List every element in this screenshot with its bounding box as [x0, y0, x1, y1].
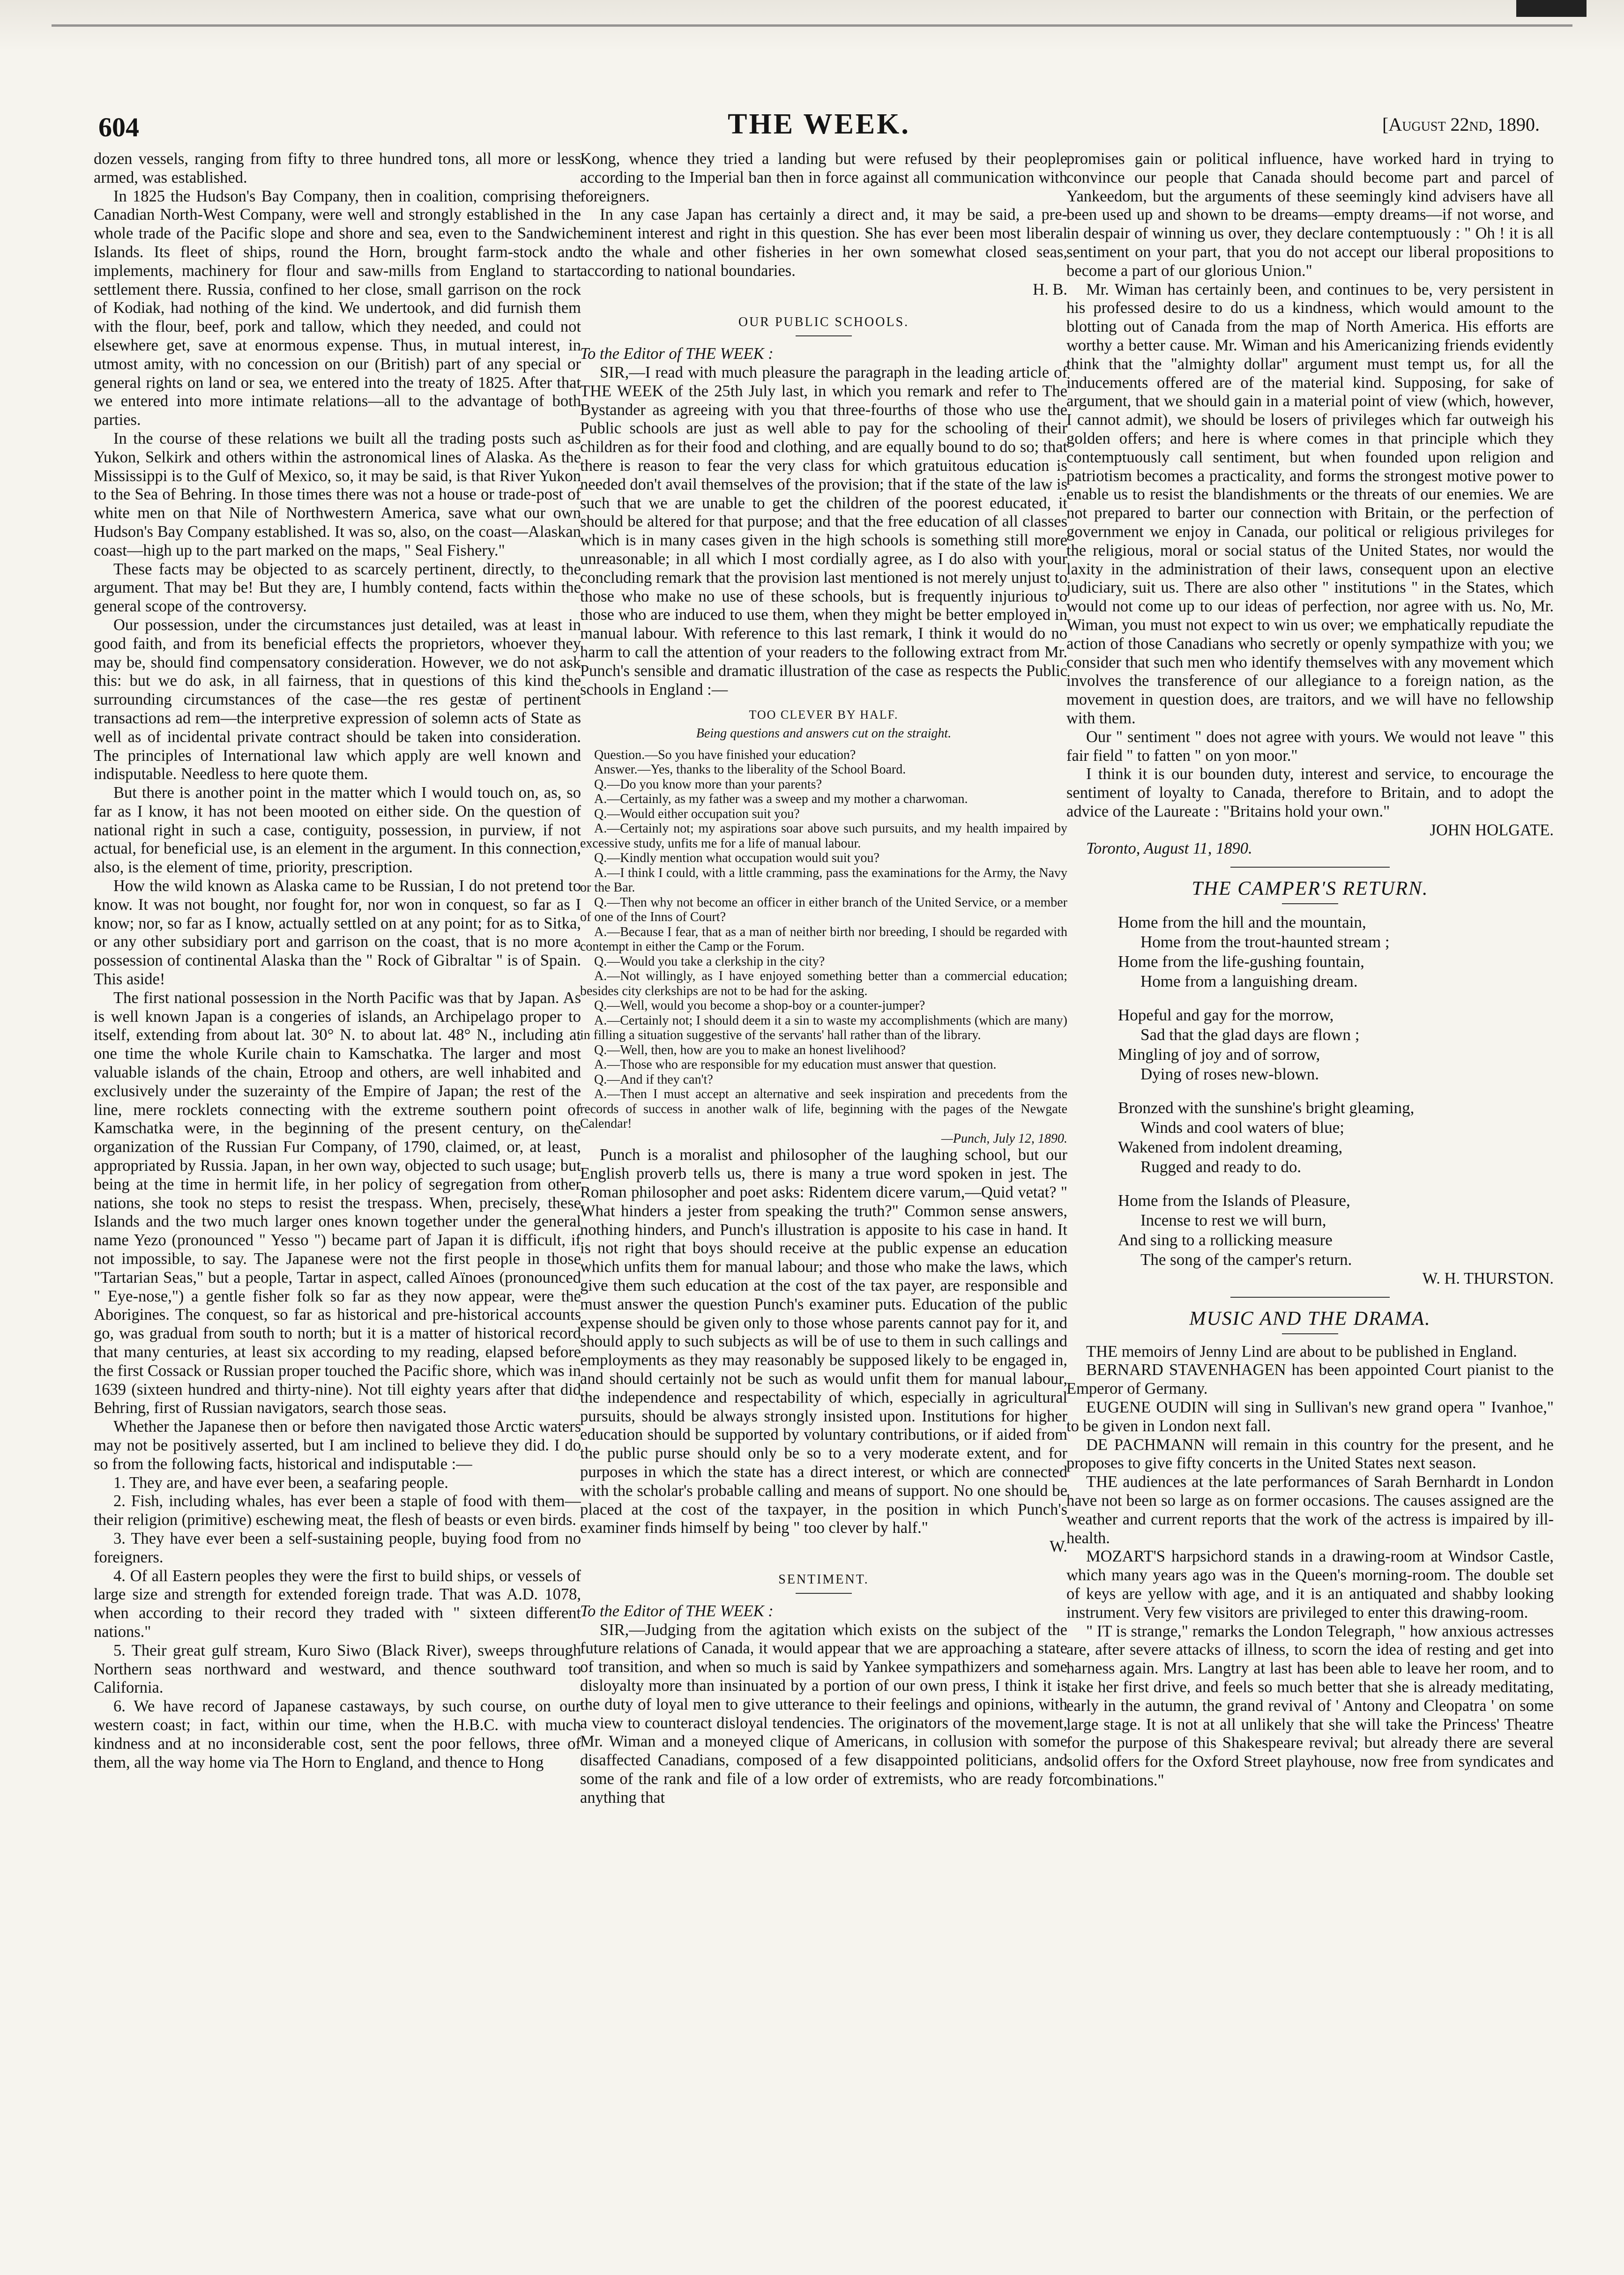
dialogue-line: Q.—Would you take a clerkship in the city? [594, 954, 825, 969]
dialogue-line: Q.—Well, then, how are you to make an honest livelihood? [594, 1042, 906, 1057]
paragraph: In 1825 the Hudson's Bay Company, then in coalition, comprising the Canadian North-West Company, were well and strongly established in the whole trade of the Pacific slope and shore and sea, even to the Sandwich Islands. Its fleet of ships, round the Horn, brought farm-stock and implements, machinery for flour and saw-mills from England to start settlement there. Russia, confined to her close, small garrison on the rock of Kodiak, had nothing of the kind. We undertook, and did furnish them with the flour, beef, pork and tallow, which they needed, and could not elsewhere get, save at enormous expense. Thus, in mutual interest, in utmost amity, with no concession on our (British) part of any special or general rights on land or sea, we entered into the treaty of 1825. After that we entered into more intimate relations—all to the advantage of both parties. [94, 187, 581, 429]
paragraph: Kong, whence they tried a landing but were refused by their people according to the Imperial ban then in force against all communication with foreigners. [580, 150, 1067, 205]
extract-citation: —Punch, July 12, 1890. [941, 1131, 1067, 1146]
dialogue-line: Q.—Would either occupation suit you? [594, 806, 800, 821]
dialogue-line: Q.—Do you know more than your parents? [594, 777, 822, 792]
list-item: 4. Of all Eastern peoples they were the first to build ships, or vessels of large size and strength for extended foreign trade. That was A.D. 1078, when according to their record they traded with " sixteen different nations." [94, 1567, 581, 1641]
salutation: To the Editor of THE WEEK : [580, 345, 774, 363]
signature: W. H. THURSTON. [1422, 1270, 1554, 1288]
paragraph: dozen vessels, ranging from fifty to three hundred tons, all more or less armed, was established. [94, 150, 581, 186]
masthead: THE WEEK. [728, 108, 910, 140]
scan-corner-mark [1516, 0, 1587, 17]
dialogue-line: A.—Because I fear, that as a man of neither birth nor breeding, I should be regarded with contempt in either the Camp or the Forum. [580, 924, 1067, 954]
paragraph: In any case Japan has certainly a direct and, it may be said, a pre-eminent interest and right in this question. She has ever been most liberal to the whale and other fisheries in her own somewhat closed seas, according to national boundaries. [580, 206, 1067, 280]
dialogue-line: Q.—Well, would you become a shop-boy or a counter-jumper? [594, 998, 925, 1013]
salutation: To the Editor of THE WEEK : [580, 1602, 774, 1620]
signature: H. B. [1033, 280, 1067, 298]
extract-subtitle: Being questions and answers cut on the straight. [696, 726, 952, 741]
poem [1118, 913, 1554, 1270]
paragraph: I think it is our bounden duty, interest and service, to encourage the sentiment of loyalty to Canada, therefore to Britain, and to adopt the advice of the Laureate : "Britains hold your own." [1066, 765, 1554, 820]
extract-dialogue [580, 748, 1067, 1146]
signature: W. [1049, 1538, 1067, 1556]
paragraph: Our possession, under the circumstances just detailed, was at least in good faith, and from its beneficial effects the proprietors, whoever they may be, should find compensatory consideration. However, we do not ask this: but we do ask, in all fairness, that in questions of this kind the surrounding circumstances of the case—the res gestæ of pertinent transactions ad rem—the interpretive expression of solemn acts of State as well as of incidental private contract should be taken into consideration. The principles of International law which apply are well known and indisputable. Needless to here quote them. [94, 616, 581, 783]
paragraph: SIR,—I read with much pleasure the paragraph in the leading article of THE WEEK of the 25th July last, in which you remark and refer to The Bystander as agreeing with you that three-fourths of those who use the Public schools are just as well able to pay for the schooling of their children as for their food and clothing, and are equally bound to do so; that there is reason to fear the very class for which gratuitous education is needed don't avail themselves of the provision; that if the state of the law is such that we are unable to get the children of the poorest educated, it should be altered for that purpose; and that the free education of all classes which is in many cases given in the high schools is something still more unreasonable; in all which I most cordially agree, as I do also with your concluding remark that the provision last mentioned is not merely unjust to those who make no use of these schools, but is frequently injurious to those who are induced to use them, when they might be better employed in manual labour. With reference to this last remark, I think it would do no harm to call the attention of your readers to the following extract from Mr. Punch's sensible and dramatic illustration of the case as respects the Public schools in England :— [580, 363, 1067, 699]
paragraph: SIR,—Judging from the agitation which exists on the subject of the future relations of Canada, it would appear that we are approaching a state of transition, and when so much is said by Yankee sympathizers and some disloyalty more than insinuated by a portion of our own press, I think it is the duty of loyal men to give utterance to their feelings and opinions, with a view to counteract disloyal tendencies. The originators of the movement, Mr. Wiman and a moneyed clique of Americans, in collusion with some disaffected Canadians, composed of a few disappointed politicians, and some of the rank and file of a low order of extremists, who are ready for anything that [580, 1621, 1067, 1807]
poem-line: Dying of roses new-blown. [1140, 1065, 1319, 1084]
extract-title: TOO CLEVER BY HALF. [749, 708, 899, 722]
list-item: 1. They are, and have ever been, a seafaring people. [113, 1473, 448, 1492]
news-item: BERNARD STAVENHAGEN has been appointed Court pianist to the Emperor of Germany. [1066, 1361, 1554, 1398]
divider [1282, 1333, 1338, 1334]
news-item: DE PACHMANN will remain in this country for the present, and he proposes to give fifty concerts in the United States next season. [1066, 1435, 1554, 1472]
poem-line: Home from the life-gushing fountain, [1118, 952, 1364, 971]
dialogue-line: A.—Not willingly, as I have enjoyed something better than a commercial education; besides city clerkships are not to be had for the asking. [580, 969, 1067, 998]
paragraph: But there is another point in the matter which I would touch on, as, so far as I know, it has not been mooted on either side. On the question of national right in such a case, contiguity, possession, in purview, if not actual, for beneficial use, is an element in the argument. In this connection, also, is the element of time, priority, prescription. [94, 784, 581, 877]
dialogue-line: Q.—Kindly mention what occupation would suit you? [594, 851, 879, 866]
poem-line: Bronzed with the sunshine's bright gleaming, [1118, 1099, 1415, 1117]
issue-date: [August 22nd, 1890. [1382, 114, 1540, 135]
dialogue-line: A.—Then I must accept an alternative and seek inspiration and precedents from the records of success in another walk of life, beginning with the pages of the Newgate Calendar! [580, 1087, 1067, 1131]
poem-line: Sad that the glad days are flown ; [1140, 1026, 1360, 1044]
signature: JOHN HOLGATE. [1430, 821, 1554, 839]
paragraph: How the wild known as Alaska came to be Russian, I do not pretend to know. It was not bought, nor fought for, nor won in conquest, so far as I know; nor, so far as I know, actually settled on at any point; for as to Sitka, or any other subsidiary port and garrison on the coast, that is no more a possession of continental Alaska than the " Rock of Gibraltar " is of Spain. This aside! [94, 877, 581, 989]
scan-top-edge [0, 0, 1624, 52]
dialogue-line: A.—I think I could, with a little cramming, pass the examinations for the Army, the Navy or the Bar. [580, 865, 1067, 895]
section-heading-music-drama: MUSIC AND THE DRAMA. [1189, 1308, 1431, 1330]
news-item: MOZART'S harpsichord stands in a drawing-room at Windsor Castle, which many years ago was in the Queen's morning-room. The double set of keys are yellow with age, and it is an antiquated and shabby looking instrument. Very few visitors are privileged to enter this drawing-room. [1066, 1547, 1554, 1621]
paragraph: Whether the Japanese then or before then navigated those Arctic waters may not be positively asserted, but I am inclined to believe they did. I do so from the following facts, historical and indisputable :— [94, 1418, 581, 1473]
section-heading-public-schools: OUR PUBLIC SCHOOLS. [738, 315, 909, 330]
news-item: EUGENE OUDIN will sing in Sullivan's new grand opera " Ivanhoe," to be given in London next fall. [1066, 1398, 1554, 1435]
divider [1230, 1297, 1390, 1298]
dialogue-line: A.—Certainly, as my father was a sweep and my mother a charwoman. [594, 792, 968, 807]
news-item: " IT is strange," remarks the London Telegraph, " how anxious actresses are, after severe attacks of illness, to scorn the idea of resting and get into harness again. Mrs. Langtry at last has been able to leave her room, and to take her first drive, and feels so much better that she is already meditating, early in the autumn, the grand revival of ' Antony and Cleopatra ' on some large stage. It is not at all unlikely that she will take the Princess' Theatre for the purpose of this Shakespeare revival; but already there are several solid offers for the Oxford Street playhouse, now free from syndicates and combinations." [1066, 1622, 1554, 1789]
column-1 [94, 150, 581, 2249]
paragraph: Our " sentiment " does not agree with yours. We would not leave " this fair field " to fatten " on yon moor." [1066, 728, 1554, 765]
divider [796, 1593, 852, 1594]
section-heading-sentiment: SENTIMENT. [778, 1572, 869, 1587]
list-item: 6. We have record of Japanese castaways, by such course, on our western coast; in fact, within our time, when the H.B.C. with much kindness and at no inconsiderable cost, sent the poor fellows, three of them, all the way home via The Horn to England, and thence to Hong [94, 1697, 581, 1771]
page-number: 604 [98, 112, 139, 142]
news-item: THE audiences at the late performances of Sarah Bernhardt in London have not been so large as on former occasions. The causes assigned are the weather and current reports that the work of the actress is impaired by ill-health. [1066, 1473, 1554, 1547]
list-item: 3. They have ever been a self-sustaining people, buying food from no foreigners. [94, 1529, 581, 1566]
poem-line: Home from a languishing dream. [1140, 972, 1358, 991]
poem-line: Home from the Islands of Pleasure, [1118, 1191, 1350, 1210]
dialogue-line: Question.—So you have finished your education? [594, 747, 856, 762]
divider [1230, 867, 1390, 868]
news-item: THE memoirs of Jenny Lind are about to be published in England. [1086, 1342, 1517, 1361]
list-item: 5. Their great gulf stream, Kuro Siwo (Black River), sweeps through Northern seas northward and westward, and thence southward to California. [94, 1641, 581, 1697]
scan-top-rule [52, 24, 1572, 27]
poem-line: Mingling of joy and of sorrow, [1118, 1045, 1320, 1064]
paragraph: Punch is a moralist and philosopher of the laughing school, but our English proverb tells us, there is many a true word spoken in jest. The Roman philosopher and poet asks: Ridentem dicere varum,—Quid vetat? " What hinders a jester from speaking the truth?" Common sense answers, nothing hinders, and Punch's illustration is apposite to his case in hand. It is not right that boys should receive at the public expense an education which unfits them for manual labour; and those who make the laws, which give them such education at the cost of the tax payer, are responsible and must answer the question Punch's examiner puts. Education of the public expense should be given only to those whose parents cannot pay for it, and should apply to such subjects as will be of use to them in such callings and employments as they may reasonably be supposed likely to be engaged in, and should certainly not be such as would unfit them for manual labour, the independence and respectability of which, especially in agricultural pursuits, should be always strongly insisted upon. Institutions for higher education should be supported by voluntary contributions, or if aided from the public purse should only be so to a very moderate extent, and for purposes in which the state has a direct interest, or which are connected with the scholar's probable calling and means of support. No one should be placed at the cost of the taxpayer, in the position in which Punch's examiner finds himself by being " too clever by half." [580, 1146, 1067, 1537]
poem-line: Wakened from indolent dreaming, [1118, 1138, 1343, 1157]
poem-line: And sing to a rollicking measure [1118, 1231, 1333, 1249]
poem-line: Rugged and ready to do. [1140, 1158, 1302, 1176]
dialogue-line: Q.—And if they can't? [594, 1072, 713, 1087]
poem-title: THE CAMPER'S RETURN. [1192, 878, 1429, 900]
page-header [98, 108, 1540, 150]
dialogue-line: Answer.—Yes, thanks to the liberality of the School Board. [594, 762, 906, 777]
poem-line: Home from the trout-haunted stream ; [1140, 933, 1390, 952]
list-item: 2. Fish, including whales, has ever been a staple of food with them—their religion (primitive) eschewing meat, the flesh of beasts or even birds. [94, 1492, 581, 1529]
dialogue-line: A.—Certainly not; my aspirations soar above such pursuits, and my health impaired by excessive study, unfits me for a life of manual labour. [580, 821, 1067, 851]
dialogue-line: A.—Those who are responsible for my education must answer that question. [594, 1057, 997, 1072]
column-3 [1066, 150, 1554, 2249]
dateline-place: Toronto, August 11, 1890. [1086, 840, 1252, 858]
divider [796, 335, 852, 336]
column-2 [580, 150, 1067, 2249]
poem-line: The song of the camper's return. [1140, 1250, 1352, 1269]
poem-line: Incense to rest we will burn, [1140, 1211, 1326, 1230]
paragraph: These facts may be objected to as scarcely pertinent, directly, to the argument. That may be! But they are, I humbly contend, facts within the general scope of the controversy. [94, 560, 581, 616]
poem-line: Winds and cool waters of blue; [1140, 1118, 1345, 1137]
poem-line: Hopeful and gay for the morrow, [1118, 1006, 1334, 1025]
dialogue-line: Q.—Then why not become an officer in either branch of the United Service, or a member of one of the Inns of Court? [580, 895, 1067, 925]
dialogue-line: A.—Certainly not; I should deem it a sin to waste my accomplishments (which are many) in filling a situation suggestive of the servants' hall rather than of the library. [580, 1013, 1067, 1043]
paragraph: In the course of these relations we built all the trading posts such as Yukon, Selkirk and others within the astronomical lines of Alaska. As the Mississippi is to the Gulf of Mexico, so, it may be said, is that River Yukon to the Sea of Behring. In those times there was not a house or trade-post of white men on that Nile of Northwestern America, save what our own Hudson's Bay Company established. It was so, also, on the coast—Alaskan coast—high up to the part marked on the maps, " Seal Fishery." [94, 429, 581, 559]
paragraph: The first national possession in the North Pacific was that by Japan. As is well known Japan is a congeries of islands, an Archipelago proper to itself, extending from about lat. 30° N. to about lat. 48° N., including at one time the whole Kurile chain to Kamschatka. The larger and most valuable islands of the chain, Etroop and others, are well inhabited and exclusively under the suzerainty of the Empire of Japan; the rest of the line, mere rocklets connecting with the extreme southern point of Kamschatka were, in the beginning of the present century, on the organization of the Russian Fur Company, of 1790, claimed, or, at least, appropriated by Russia. Japan, in her own way, objected to such usage; but being at the time in hermit life, in her policy of segregation from other nations, she took no steps to resist the trespass. When, precisely, these Islands and the two much larger ones known together under the general name Yezo (pronounced " Yesso ") became part of Japan it is difficult, if not impossible, to say. The Japanese were not the first people in those "Tartarian Seas," but a people, Tartar in aspect, called Aïnoes (pronounced " Eye-nose,") a gentle fisher folk so far as they now appear, were the Aborigines. The conquest, so far as historical and pre-historical accounts go, was gradual from south to north; but it is a matter of historical record that many centuries, at least six according to my reading, elapsed before the first Cossack or Russian proper touched the Pacific shore, which was in 1639 (sixteen hundred and thirty-nine). Not till eighty years after that did Behring, first of Russian navigators, search those seas. [94, 989, 581, 1417]
paragraph: Mr. Wiman has certainly been, and continues to be, very persistent in his professed desire to do us a kindness, which would amount to the blotting out of Canada from the map of North America. His efforts are worthy a better cause. Mr. Wiman and his Americanizing friends evidently think that the "almighty dollar" argument must tempt us, for all the inducements offered are of the material kind. Supposing, for sake of argument, that we should gain in a material point of view (which, however, I cannot admit), we should be losers of privileges which far outweigh his golden offers; and here is where comes in that principle which they contemptuously call sentiment, but when founded upon religion and patriotism becomes a practicality, and forms the strongest motive power to enable us to resist the blandishments or the threats of our enemies. We are not prepared to barter our connection with Britain, or the perfection of government we enjoy in Canada, our political or religious privileges for the religious, moral or social status of the United States, nor would the laxity in the administration of their laws, consequent upon an elective judiciary, suit us. There are also other " institutions " in the States, which would not come up to our ideas of perfection, nor agree with us. No, Mr. Wiman, you must not expect to win us over; we emphatically repudiate the action of those Canadians who secretly or openly sympathize with you; we consider that such men who identify themselves with any movement which involves the transference of our allegiance to a foreign nation, as the movement in question does, are traitors, and we will have no fellowship with them. [1066, 280, 1554, 727]
poem-line: Home from the hill and the mountain, [1118, 913, 1366, 932]
divider [1282, 903, 1338, 904]
paragraph: promises gain or political influence, have worked hard in trying to convince our people that Canada should become part and parcel of Yankeedom, but the arguments of these seemingly kind advisers have all been used up and shown to be dreams—empty dreams—if not worse, and in despair of winning us over, they declare contemptuously : " Oh ! it is all sentiment on your part, that you do not accept our liberal propositions to become a part of our glorious Union." [1066, 150, 1554, 280]
